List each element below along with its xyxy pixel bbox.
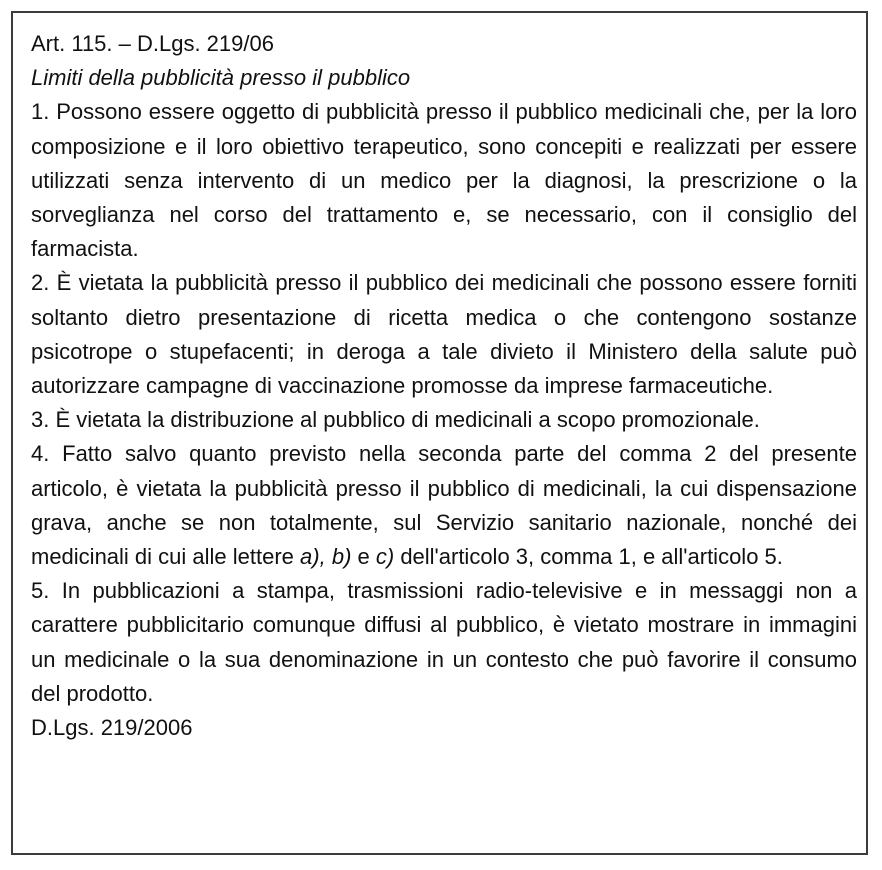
paragraph-4-conj: e: [351, 544, 376, 570]
paragraph-2: 2. È vietata la pubblicità presso il pubblico dei medicinali che possono essere forniti soltanto dietro presentazione di ricetta medica o che contengono sostanze psicotrope o stupefacenti; in deroga a tale divieto il Ministero della salute può autorizzare campagne di vaccinazione promosse da imprese farmaceutiche.: [31, 270, 857, 399]
article-subtitle: Limiti della pubblicità presso il pubblico: [31, 65, 411, 91]
document-frame: [11, 11, 868, 855]
document-footer: D.Lgs. 219/2006: [31, 715, 193, 741]
paragraph-4-text: 4. Fatto salvo quanto previsto nella seconda parte del comma 2 del presente articolo, è vietata la pubblicità presso il pubblico di medicinali, la cui dispensazione grava, anche se non totalmente, sul Servizio sanitario nazionale, nonché dei medicinali di cui alle lettere: [31, 441, 857, 570]
paragraph-3: 3. È vietata la distribuzione al pubblico di medicinali a scopo promozionale.: [31, 407, 760, 433]
document-body: [31, 27, 857, 745]
letter-b: b): [331, 544, 352, 570]
paragraph-1: 1. Possono essere oggetto di pubblicità presso il pubblico medicinali che, per la loro composizione e il loro obiettivo terapeutico, sono concepiti e realizzati per essere utilizzati senza intervento di un medico per la diagnosi, la prescrizione o la sorveglianza nel corso del trattamento e, se necessario, con il consiglio del farmacista.: [31, 99, 857, 262]
letter-a: a),: [300, 544, 326, 570]
letter-c: c): [375, 544, 395, 570]
paragraph-5: 5. In pubblicazioni a stampa, trasmissioni radio-televisive e in messaggi non a carattere pubblicitario comunque diffusi al pubblico, è vietato mostrare in immagini un medicinale o la sua denominazione in un contesto che può favorire il consumo del prodotto.: [31, 578, 857, 706]
article-heading: Art. 115. – D.Lgs. 219/06: [31, 31, 274, 56]
paragraph-4-tail: dell'articolo 3, comma 1, e all'articolo 5.: [394, 544, 783, 570]
paragraph-4: [31, 437, 857, 574]
